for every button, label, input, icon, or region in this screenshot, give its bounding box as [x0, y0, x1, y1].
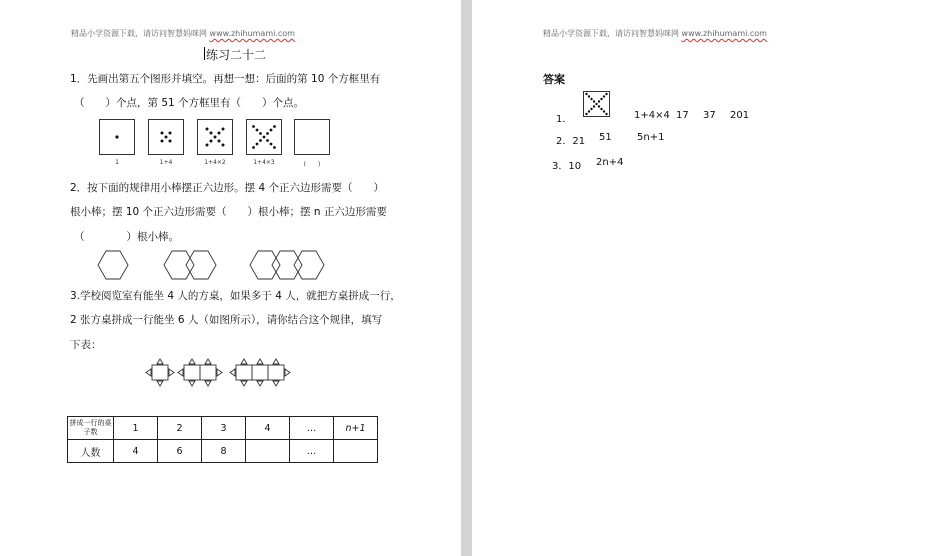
q1-caption-4: 1+4×3 — [253, 159, 275, 166]
answer-3-first: 3．10 — [552, 161, 582, 172]
answer-1-fifty-first: 37 — [703, 110, 716, 121]
q1-caption-3: 1+4×2 — [204, 159, 226, 166]
q1-line2: （ ）个点，第 51 个方框里有（ ）个点。 — [74, 97, 305, 109]
document-page-right — [472, 0, 933, 556]
q1-caption-5: ( ) — [303, 161, 321, 168]
table-cell — [334, 440, 378, 463]
dot-box-1 — [99, 119, 135, 155]
answer-3-formula: 2n+4 — [596, 157, 624, 168]
table-cell: 3 — [202, 417, 246, 440]
page-header-right — [543, 28, 767, 39]
hexagon-3a — [250, 251, 280, 279]
answer-1-number: 1． — [556, 114, 573, 125]
text-cursor — [204, 47, 205, 60]
dot-pattern-3 — [198, 120, 234, 156]
table-row1-label: 拼成一行的桌子数 — [68, 417, 114, 440]
answer-2-formula: 5n+1 — [637, 132, 665, 143]
answer-dot-pattern — [584, 92, 610, 117]
answer-1-dot-box — [583, 91, 610, 117]
q3-line3: 下表： — [70, 339, 102, 351]
answer-1-formula: 1+4×4 — [634, 110, 670, 121]
answer-2-first: 2．21 — [556, 136, 586, 147]
page-header-left — [71, 28, 295, 39]
q2-line2: 根小棒；摆 10 个正六边形需要（ ）根小棒；摆 n 正六边形需要 — [70, 206, 387, 218]
table-cell: 1 — [114, 417, 158, 440]
table-cell: n+1 — [334, 417, 378, 440]
dot-box-3 — [197, 119, 233, 155]
table-cell: 6 — [158, 440, 202, 463]
answer-1-tenth: 17 — [676, 110, 689, 121]
table-cell: … — [290, 417, 334, 440]
pattern-table — [67, 416, 378, 463]
q2-line3: （ ）根小棒。 — [74, 231, 179, 243]
exercise-title: 练习二十二 — [206, 48, 267, 62]
dot-pattern-2 — [149, 120, 185, 156]
q2-line1: 2．按下面的规律用小棒摆正六边形。摆 4 个正六边形需要（ ） — [70, 182, 385, 194]
q3-line2: 2 张方桌拼成一行能坐 6 人（如图所示），请你结合这个规律，填写 — [70, 314, 383, 326]
dot-box-2 — [148, 119, 184, 155]
dot-box-5-empty — [294, 119, 330, 155]
hexagon-3c — [294, 251, 324, 279]
table-group-1 — [146, 359, 174, 386]
q1-caption-2: 1+4 — [159, 159, 173, 166]
table-row2-label: 人数 — [68, 440, 114, 463]
header-text: 精品小学资源下载，请访问智慧妈咪网 — [71, 29, 207, 38]
header-url[interactable]: www.zhihumami.com — [209, 29, 295, 38]
header-text: 精品小学资源下载，请访问智慧妈咪网 — [543, 29, 679, 38]
table-row — [68, 440, 378, 463]
hexagon-2a — [164, 251, 194, 279]
q3-line1: 3.学校阅览室有能坐 4 人的方桌，如果多于 4 人，就把方桌拼成一行， — [70, 290, 401, 302]
table-cell — [246, 440, 290, 463]
dot-pattern-4 — [247, 120, 283, 156]
dot-pattern-1 — [100, 120, 136, 156]
tables-figure — [142, 356, 292, 386]
table-cell: 2 — [158, 417, 202, 440]
dot-box-4 — [246, 119, 282, 155]
answers-title: 答案 — [543, 73, 565, 86]
q1-caption-1: 1 — [115, 159, 119, 166]
table-cell: 8 — [202, 440, 246, 463]
table-cell: … — [290, 440, 334, 463]
table-cell: 4 — [246, 417, 290, 440]
table-group-3 — [230, 359, 290, 386]
header-url[interactable]: www.zhihumami.com — [681, 29, 767, 38]
table-group-2 — [178, 359, 222, 386]
page-gap — [461, 0, 472, 556]
hexagon-3b — [272, 251, 302, 279]
table-cell: 4 — [114, 440, 158, 463]
hexagon-2b — [186, 251, 216, 279]
table-row — [68, 417, 378, 440]
answer-2-second: 51 — [599, 132, 612, 143]
answer-1-extra: 201 — [730, 110, 750, 121]
hexagon-figure — [96, 250, 336, 282]
q1-line1: 1．先画出第五个图形并填空。再想一想：后面的第 10 个方框里有 — [70, 73, 381, 85]
hexagon-1 — [98, 251, 128, 279]
